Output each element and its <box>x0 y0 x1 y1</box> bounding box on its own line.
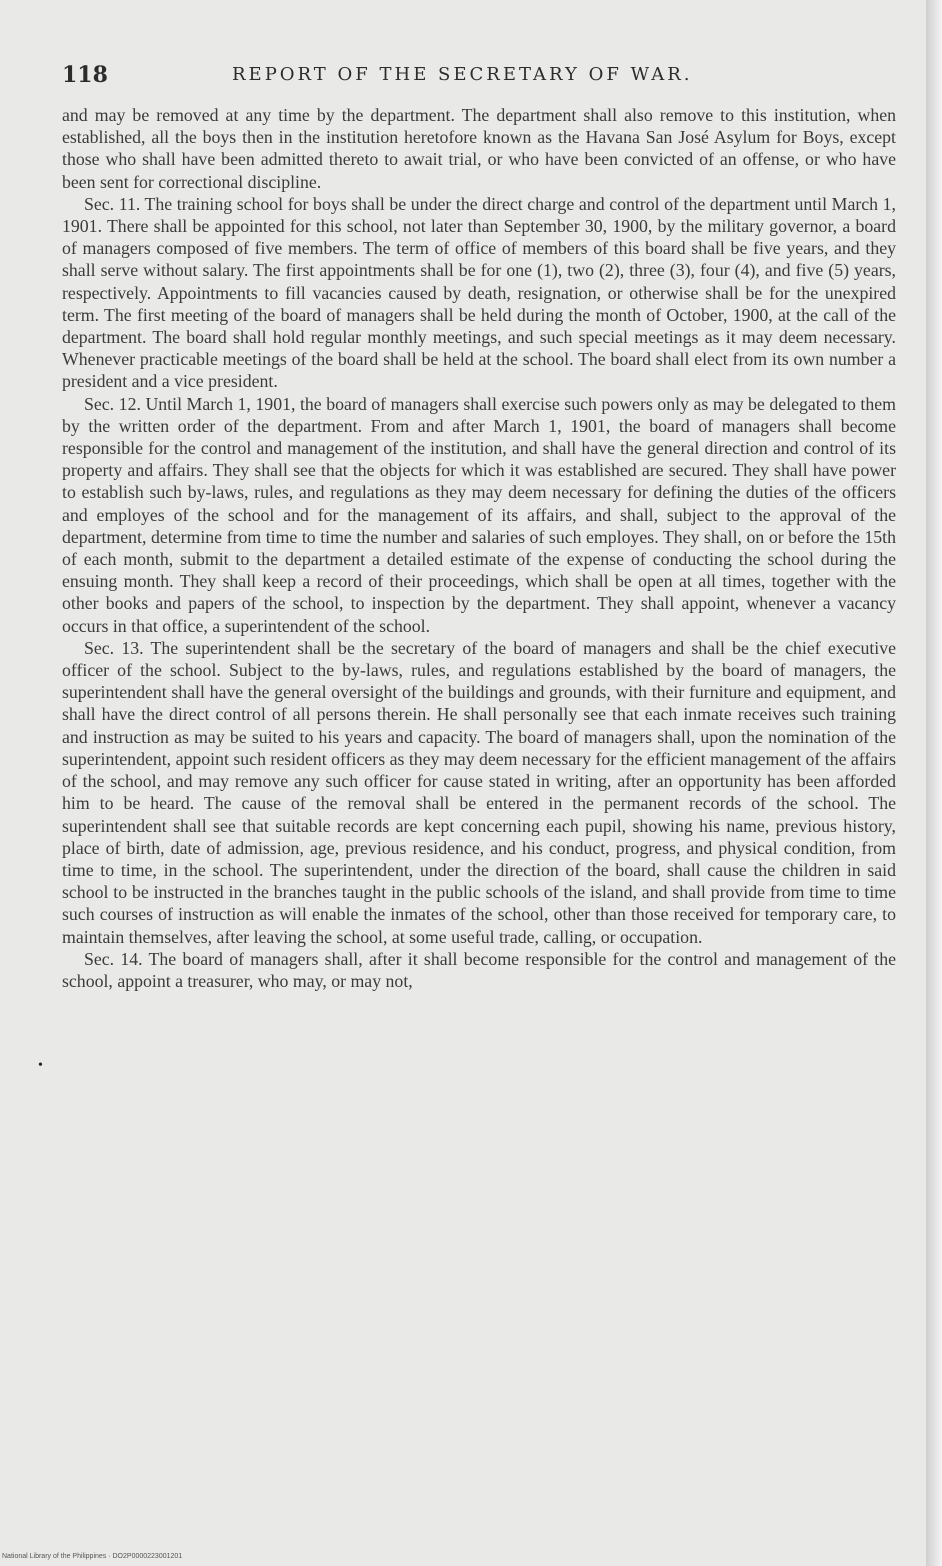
page-header <box>62 62 892 90</box>
paragraph-section-11: Sec. 11. The training school for boys shall be under the direct charge and control of the department until March 1, 1901. There shall be appointed for this school, not later than September 30, 1900, by the military governor, a board of managers composed of five members. The term of office of members of this board shall be five years, and they shall serve without salary. The first appointments shall be for one (1), two (2), three (3), four (4), and five (5) years, respectively. Appointments to fill vacancies caused by death, resignation, or otherwise shall be for the unexpired term. The first meeting of the board of managers shall be held during the month of October, 1900, at the call of the department. The board shall hold regular monthly meetings, and such special meetings as it may deem necessary. Whenever practicable meetings of the board shall be held at the school. The board shall elect from its own number a president and a vice president. <box>62 193 896 392</box>
paragraph-section-12: Sec. 12. Until March 1, 1901, the board of managers shall exercise such powers only as may be delegated to them by the written order of the department. From and after March 1, 1901, the board of managers shall become responsible for the control and management of the institution, and shall have the general direction and control of its property and affairs. They shall see that the objects for which it was established are secured. They shall have power to establish such by-laws, rules, and regulations as they may deem necessary for defining the duties of the officers and employes of the school and for the management of its affairs, and shall, subject to the approval of the department, determine from time to time the number and salaries of such employes. They shall, on or before the 15th of each month, submit to the department a detailed estimate of the expense of conducting the school during the ensuing month. They shall keep a record of their proceedings, which shall be open at all times, together with the other books and papers of the school, to inspection by the department. They shall appoint, whenever a vacancy occurs in that office, a superintendent of the school. <box>62 393 896 636</box>
page-number: 118 <box>62 62 108 88</box>
paragraph-section-13: Sec. 13. The superintendent shall be the secretary of the board of managers and shall be the chief executive officer of the school. Subject to the by-laws, rules, and regulations established by the board of managers, the superintendent shall have the general oversight of the buildings and grounds, with their furniture and equipment, and shall have the direct control of all persons therein. He shall personally see that each inmate receives such training and instruction as may be suited to his years and capacity. The board of managers shall, upon the nomination of the superintendent, appoint such resident officers as they may deem necessary for the efficient management of the affairs of the school, and may remove any such officer for cause stated in writing, after an opportunity has been afforded him to be heard. The cause of the removal shall be entered in the permanent records of the school. The superintendent shall see that suitable records are kept concerning each pupil, showing his name, previous history, place of birth, date of admission, age, previous residence, and his conduct, progress, and physical condition, from time to time, in the school. The superintendent, under the direction of the board, shall cause the children in said school to be instructed in the branches taught in the public schools of the island, and shall provide from time to time such courses of instruction as will enable the inmates of the school, other than those received for temporary care, to maintain themselves, after leaving the school, at some useful trade, calling, or occupation. <box>62 637 896 947</box>
paragraph-continuation: and may be removed at any time by the department. The department shall also remove to this institution, when established, all the boys then in the institution heretofore known as the Havana San José Asylum for Boys, except those who shall have been admitted thereto to await trial, or who have been convicted of an offense, or who have been sent for correctional discipline. <box>62 105 896 192</box>
margin-mark-icon: • <box>38 1058 43 1073</box>
running-title: REPORT OF THE SECRETARY OF WAR. <box>232 64 693 85</box>
page-edge <box>926 0 942 1566</box>
paragraph-section-14: Sec. 14. The board of managers shall, after it shall become responsible for the control and management of the school, appoint a treasurer, who may, or may not, <box>62 948 896 991</box>
body-text <box>62 104 896 992</box>
scan-credit: National Library of the Philippines · DO2P0000223001201 <box>2 1553 183 1560</box>
